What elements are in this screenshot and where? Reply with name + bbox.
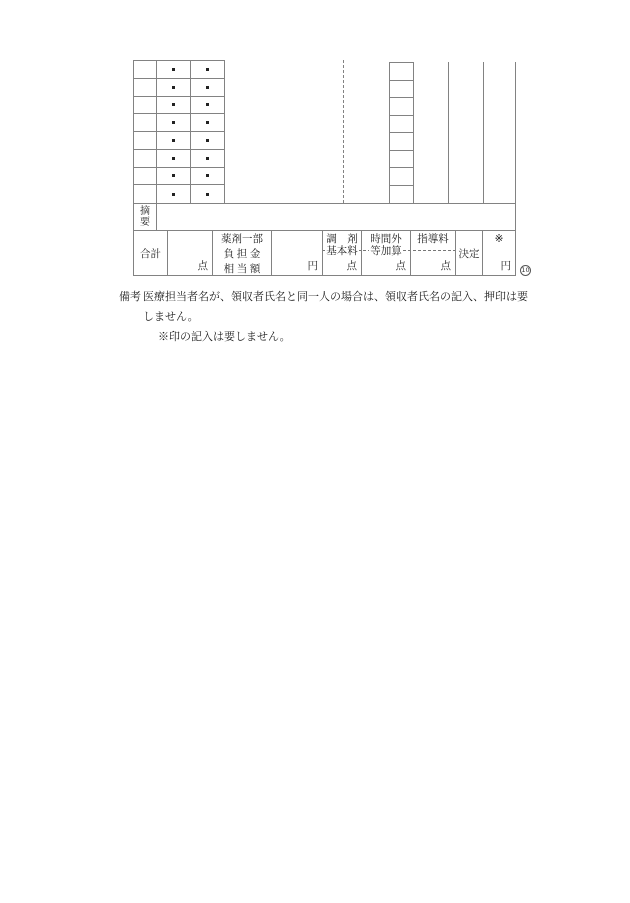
date-entry-cell[interactable] bbox=[134, 79, 157, 97]
remarks-line2: しません。 bbox=[143, 311, 199, 323]
date-entry-cell[interactable] bbox=[134, 185, 157, 203]
drug-copay-line3: 相 当 額 bbox=[223, 264, 261, 275]
asterisk-amount-unit: 円 bbox=[500, 261, 511, 272]
dispensing-fee-line2: 基本料 bbox=[326, 245, 358, 257]
form-number-badge: 10 bbox=[521, 266, 530, 275]
summary-label bbox=[134, 204, 157, 230]
date-dot-cell[interactable] bbox=[157, 132, 191, 150]
date-dot-cell[interactable] bbox=[191, 132, 224, 150]
remarks-label: 備考 bbox=[119, 291, 141, 303]
summary-content-cell[interactable] bbox=[157, 204, 515, 230]
date-entry-cell[interactable] bbox=[134, 97, 157, 115]
date-entry-cell[interactable] bbox=[134, 150, 157, 168]
points-entry-cell[interactable] bbox=[390, 168, 413, 186]
guidance-fee-unit: 点 bbox=[440, 261, 451, 272]
date-dot-cell[interactable] bbox=[191, 185, 224, 203]
summary-label-line2: 要 bbox=[140, 217, 150, 228]
asterisk-amount-cell[interactable] bbox=[483, 231, 515, 275]
drug-copay-amount-cell[interactable] bbox=[272, 231, 323, 275]
points-entry-cell[interactable] bbox=[390, 116, 413, 134]
date-dot-cell[interactable] bbox=[191, 168, 224, 186]
decision-cell[interactable] bbox=[456, 231, 483, 275]
separator-dot-icon bbox=[206, 103, 209, 106]
date-dot-cell[interactable] bbox=[191, 114, 224, 132]
overtime-surcharge-cell[interactable] bbox=[362, 231, 411, 275]
separator-dot-icon bbox=[206, 193, 209, 196]
date-entry-cell[interactable] bbox=[134, 114, 157, 132]
date-entry-cell[interactable] bbox=[134, 132, 157, 150]
dispensing-fee-unit: 点 bbox=[346, 261, 357, 272]
points-entry-cell[interactable] bbox=[390, 151, 413, 169]
date-entry-cell[interactable] bbox=[134, 168, 157, 186]
separator-dot-icon bbox=[206, 86, 209, 89]
remarks-line1: 医療担当者名が、領収者氏名と同一人の場合は、領収者氏名の記入、押印は要 bbox=[143, 291, 528, 303]
date-dot-cell[interactable] bbox=[157, 97, 191, 115]
points-entry-column bbox=[389, 62, 414, 203]
points-entry-cell[interactable] bbox=[390, 133, 413, 151]
date-dot-cell[interactable] bbox=[191, 150, 224, 168]
separator-dot-icon bbox=[172, 86, 175, 89]
date-dot-cell[interactable] bbox=[191, 97, 224, 115]
overtime-unit: 点 bbox=[395, 261, 406, 272]
guidance-fee-label: 指導料 bbox=[417, 234, 449, 245]
total-label-cell bbox=[134, 231, 168, 275]
date-dot-cell[interactable] bbox=[157, 168, 191, 186]
remarks-line3: ※印の記入は要しません。 bbox=[158, 331, 291, 343]
drug-copay-unit: 円 bbox=[307, 261, 318, 272]
separator-dot-icon bbox=[172, 193, 175, 196]
overtime-line2: 等加算 bbox=[370, 245, 402, 257]
summary-label-line1: 摘 bbox=[140, 206, 150, 217]
separator-dot-icon bbox=[172, 68, 175, 71]
date-dot-cell[interactable] bbox=[157, 150, 191, 168]
separator-dot-icon bbox=[206, 68, 209, 71]
total-label: 合計 bbox=[140, 248, 161, 260]
total-points-unit: 点 bbox=[197, 261, 208, 272]
date-dot-grid bbox=[133, 60, 225, 203]
separator-dot-icon bbox=[172, 139, 175, 142]
separator-dot-icon bbox=[206, 174, 209, 177]
asterisk-mark: ※ bbox=[494, 234, 504, 245]
date-dot-cell[interactable] bbox=[157, 185, 191, 203]
separator-dot-icon bbox=[172, 174, 175, 177]
dispensing-fee-cell[interactable] bbox=[323, 231, 362, 275]
total-points-cell[interactable] bbox=[168, 231, 213, 275]
points-entry-cell[interactable] bbox=[390, 98, 413, 116]
points-entry-cell[interactable] bbox=[390, 81, 413, 99]
separator-dot-icon bbox=[206, 157, 209, 160]
dashed-divider-line bbox=[343, 60, 344, 203]
date-entry-cell[interactable] bbox=[134, 61, 157, 79]
column-rule-2 bbox=[483, 62, 484, 203]
decision-label: 決定 bbox=[458, 248, 480, 260]
table-right-border bbox=[515, 62, 516, 203]
guidance-fee-cell[interactable] bbox=[411, 231, 456, 275]
totals-row bbox=[133, 230, 516, 276]
separator-dot-icon bbox=[206, 121, 209, 124]
separator-dot-icon bbox=[206, 139, 209, 142]
dispensing-fee-line1: 調 剤 bbox=[326, 234, 358, 245]
date-dot-cell[interactable] bbox=[191, 61, 224, 79]
separator-dot-icon bbox=[172, 121, 175, 124]
separator-dot-icon bbox=[172, 103, 175, 106]
date-dot-cell[interactable] bbox=[157, 79, 191, 97]
date-dot-cell[interactable] bbox=[191, 79, 224, 97]
summary-row bbox=[133, 203, 516, 230]
drug-copay-label-cell bbox=[213, 231, 272, 275]
separator-dot-icon bbox=[172, 157, 175, 160]
drug-copay-line1: 薬剤一部 bbox=[221, 234, 263, 245]
date-dot-cell[interactable] bbox=[157, 114, 191, 132]
date-dot-cell[interactable] bbox=[157, 61, 191, 79]
drug-copay-line2: 負 担 金 bbox=[223, 249, 261, 260]
column-rule-1 bbox=[448, 62, 449, 203]
points-entry-cell[interactable] bbox=[390, 63, 413, 81]
points-entry-cell[interactable] bbox=[390, 186, 413, 204]
overtime-line1: 時間外 bbox=[370, 234, 402, 245]
